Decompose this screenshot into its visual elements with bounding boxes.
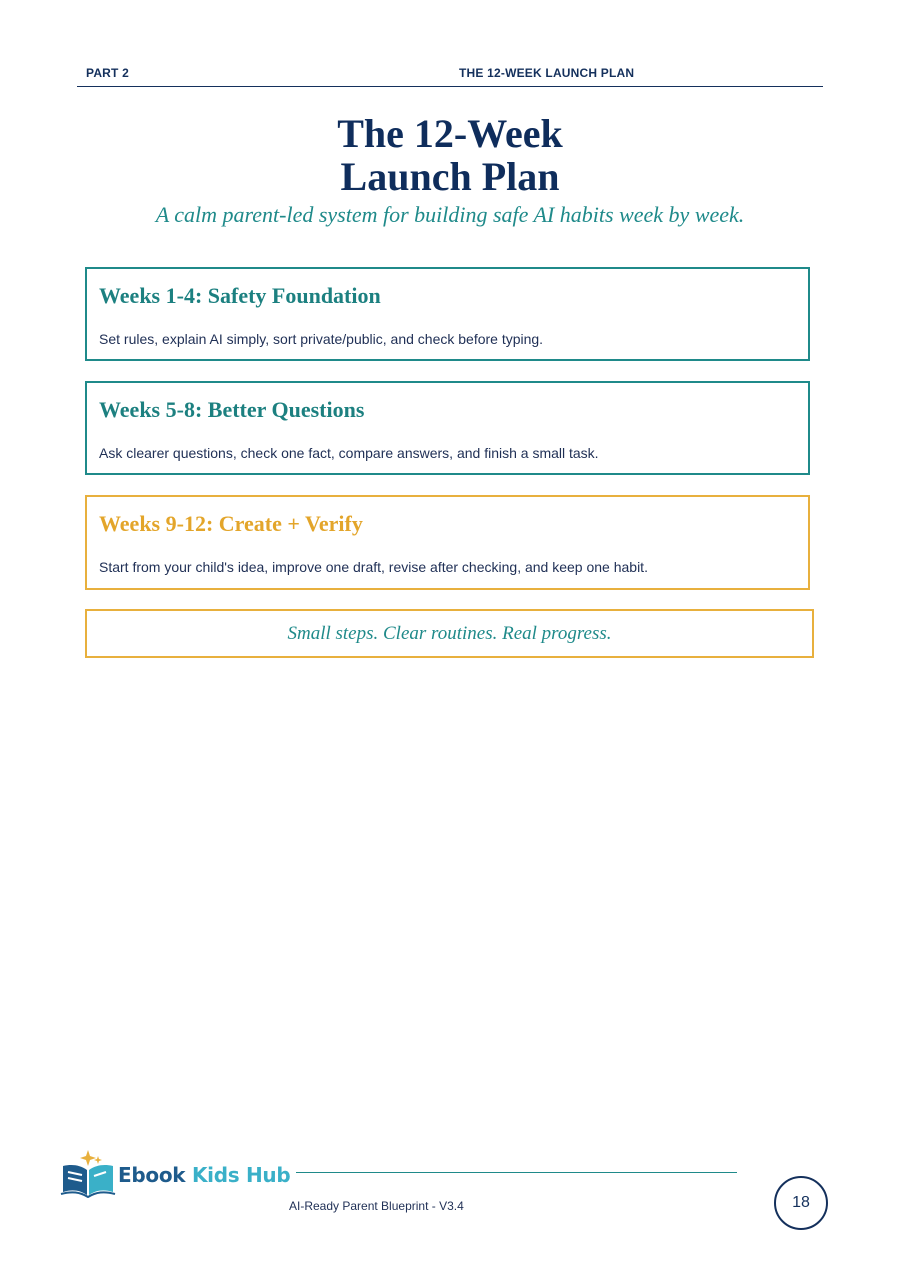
plan-card-weeks-1-4 xyxy=(85,267,810,361)
running-header-part: PART 2 xyxy=(86,66,129,80)
plan-card-text: Ask clearer questions, check one fact, compare answers, and finish a small task. xyxy=(99,445,599,461)
footer-document-label: AI-Ready Parent Blueprint - V3.4 xyxy=(289,1199,464,1213)
page-title xyxy=(0,112,900,198)
plan-card-text: Start from your child's idea, improve one draft, revise after checking, and keep one habit. xyxy=(99,559,648,575)
logo-wordmark xyxy=(118,1163,290,1187)
logo-word-kids-hub: Kids Hub xyxy=(191,1163,291,1187)
footer-divider xyxy=(296,1172,737,1173)
header-divider xyxy=(77,86,823,87)
page-subtitle: A calm parent-led system for building safe AI habits week by week. xyxy=(155,202,745,227)
plan-card-weeks-9-12 xyxy=(85,495,810,590)
page-title-line-1: The 12-Week xyxy=(337,111,563,156)
page-number: 18 xyxy=(774,1176,828,1230)
logo-word-ebook: Ebook xyxy=(118,1163,186,1187)
motto-box xyxy=(85,609,814,658)
page-title-line-2: Launch Plan xyxy=(340,154,560,199)
plan-card-heading: Weeks 1-4: Safety Foundation xyxy=(99,283,381,308)
running-header-section: THE 12-WEEK LAUNCH PLAN xyxy=(459,66,635,80)
ebook-kids-hub-logo xyxy=(60,1150,291,1198)
motto-text: Small steps. Clear routines. Real progress. xyxy=(287,623,612,644)
plan-card-heading: Weeks 5-8: Better Questions xyxy=(99,397,365,422)
plan-card-text: Set rules, explain AI simply, sort private/public, and check before typing. xyxy=(99,331,544,347)
plan-card-weeks-5-8 xyxy=(85,381,810,475)
open-book-sparkle-icon xyxy=(60,1150,116,1198)
plan-card-heading: Weeks 9-12: Create + Verify xyxy=(99,511,363,536)
